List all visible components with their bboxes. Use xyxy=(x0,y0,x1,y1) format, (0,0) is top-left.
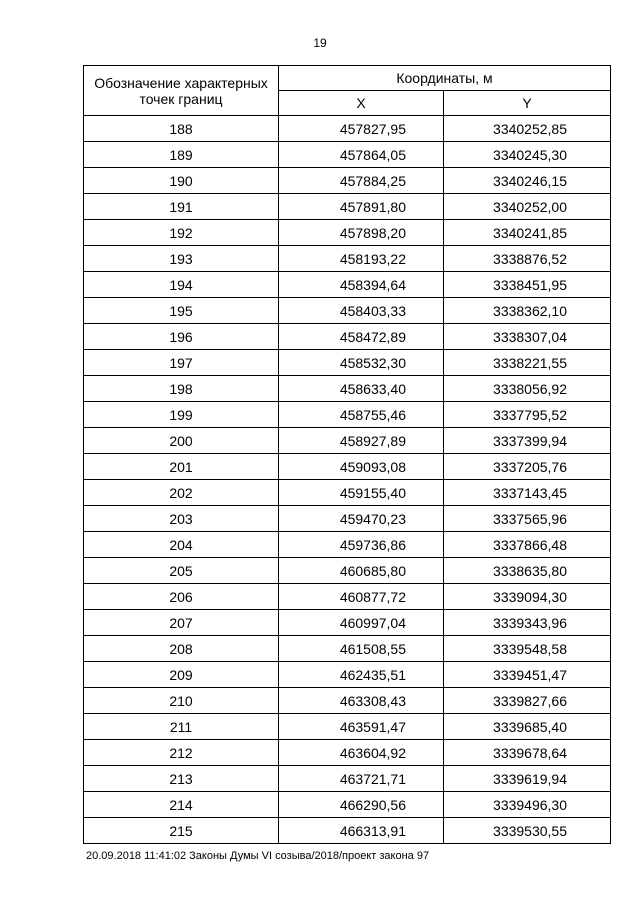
table-row xyxy=(84,584,611,610)
cell-point: 204 xyxy=(84,532,279,558)
page-number: 19 xyxy=(313,36,327,50)
cell-point: 197 xyxy=(84,350,279,376)
cell-x: 460877,72 xyxy=(279,584,444,610)
table-row xyxy=(84,792,611,818)
cell-x: 463591,47 xyxy=(279,714,444,740)
cell-x: 462435,51 xyxy=(279,662,444,688)
cell-point: 212 xyxy=(84,740,279,766)
cell-point: 205 xyxy=(84,558,279,584)
cell-x: 460685,80 xyxy=(279,558,444,584)
cell-x: 457898,20 xyxy=(279,220,444,246)
table-row xyxy=(84,246,611,272)
cell-point: 189 xyxy=(84,142,279,168)
cell-x: 463308,43 xyxy=(279,688,444,714)
cell-point: 196 xyxy=(84,324,279,350)
cell-x: 466290,56 xyxy=(279,792,444,818)
cell-x: 459736,86 xyxy=(279,532,444,558)
cell-y: 3339685,40 xyxy=(444,714,611,740)
table-row xyxy=(84,506,611,532)
cell-point: 193 xyxy=(84,246,279,272)
cell-point: 215 xyxy=(84,818,279,844)
footer-stamp: 20.09.2018 11:41:02 Законы Думы VI созыва/2018/проект закона 97 xyxy=(86,850,430,862)
cell-y: 3338876,52 xyxy=(444,246,611,272)
cell-y: 3339827,66 xyxy=(444,688,611,714)
cell-x: 460997,04 xyxy=(279,610,444,636)
cell-point: 195 xyxy=(84,298,279,324)
cell-y: 3340241,85 xyxy=(444,220,611,246)
table-row xyxy=(84,116,611,142)
cell-x: 457891,80 xyxy=(279,194,444,220)
cell-x: 459155,40 xyxy=(279,480,444,506)
cell-point: 213 xyxy=(84,766,279,792)
cell-x: 463721,71 xyxy=(279,766,444,792)
table-row xyxy=(84,324,611,350)
table-row xyxy=(84,376,611,402)
cell-x: 463604,92 xyxy=(279,740,444,766)
cell-point: 194 xyxy=(84,272,279,298)
cell-point: 210 xyxy=(84,688,279,714)
cell-y: 3339548,58 xyxy=(444,636,611,662)
cell-y: 3337205,76 xyxy=(444,454,611,480)
cell-y: 3339619,94 xyxy=(444,766,611,792)
cell-x: 458532,30 xyxy=(279,350,444,376)
table-row xyxy=(84,818,611,844)
cell-y: 3339530,55 xyxy=(444,818,611,844)
cell-point: 214 xyxy=(84,792,279,818)
cell-y: 3338635,80 xyxy=(444,558,611,584)
cell-point: 192 xyxy=(84,220,279,246)
table-row xyxy=(84,714,611,740)
cell-x: 458755,46 xyxy=(279,402,444,428)
cell-x: 458927,89 xyxy=(279,428,444,454)
cell-point: 209 xyxy=(84,662,279,688)
cell-y: 3339678,64 xyxy=(444,740,611,766)
table-row xyxy=(84,220,611,246)
table-row xyxy=(84,610,611,636)
cell-point: 190 xyxy=(84,168,279,194)
cell-x: 459470,23 xyxy=(279,506,444,532)
cell-point: 211 xyxy=(84,714,279,740)
cell-y: 3338221,55 xyxy=(444,350,611,376)
cell-x: 458394,64 xyxy=(279,272,444,298)
cell-x: 457827,95 xyxy=(279,116,444,142)
table-row xyxy=(84,142,611,168)
table-row xyxy=(84,766,611,792)
cell-y: 3339496,30 xyxy=(444,792,611,818)
cell-x: 461508,55 xyxy=(279,636,444,662)
cell-y: 3338307,04 xyxy=(444,324,611,350)
table-row xyxy=(84,688,611,714)
cell-point: 199 xyxy=(84,402,279,428)
cell-y: 3337143,45 xyxy=(444,480,611,506)
cell-point: 198 xyxy=(84,376,279,402)
cell-point: 207 xyxy=(84,610,279,636)
cell-point: 200 xyxy=(84,428,279,454)
cell-point: 208 xyxy=(84,636,279,662)
cell-x: 459093,08 xyxy=(279,454,444,480)
table-row xyxy=(84,558,611,584)
cell-y: 3340246,15 xyxy=(444,168,611,194)
cell-y: 3340252,00 xyxy=(444,194,611,220)
table-body xyxy=(84,116,611,844)
cell-y: 3338451,95 xyxy=(444,272,611,298)
cell-y: 3339343,96 xyxy=(444,610,611,636)
header-point-designation: Обозначение характерных точек границ xyxy=(84,66,279,116)
cell-point: 206 xyxy=(84,584,279,610)
table-row xyxy=(84,402,611,428)
cell-y: 3338056,92 xyxy=(444,376,611,402)
table-row xyxy=(84,428,611,454)
cell-x: 458193,22 xyxy=(279,246,444,272)
cell-y: 3340245,30 xyxy=(444,142,611,168)
header-coordinates: Координаты, м xyxy=(279,66,611,91)
cell-x: 458472,89 xyxy=(279,324,444,350)
cell-y: 3337866,48 xyxy=(444,532,611,558)
cell-y: 3337795,52 xyxy=(444,402,611,428)
cell-x: 457884,25 xyxy=(279,168,444,194)
cell-point: 203 xyxy=(84,506,279,532)
table-row xyxy=(84,636,611,662)
table-row xyxy=(84,532,611,558)
table-row xyxy=(84,480,611,506)
cell-x: 457864,05 xyxy=(279,142,444,168)
cell-point: 188 xyxy=(84,116,279,142)
cell-y: 3339094,30 xyxy=(444,584,611,610)
cell-point: 201 xyxy=(84,454,279,480)
cell-y: 3340252,85 xyxy=(444,116,611,142)
cell-point: 202 xyxy=(84,480,279,506)
cell-y: 3338362,10 xyxy=(444,298,611,324)
cell-point: 191 xyxy=(84,194,279,220)
cell-y: 3337399,94 xyxy=(444,428,611,454)
table-row xyxy=(84,350,611,376)
table-row xyxy=(84,298,611,324)
table-row xyxy=(84,662,611,688)
header-y: Y xyxy=(444,91,611,116)
header-x: X xyxy=(279,91,444,116)
table-row xyxy=(84,272,611,298)
table-row xyxy=(84,194,611,220)
table-row xyxy=(84,454,611,480)
table-row xyxy=(84,740,611,766)
cell-x: 458403,33 xyxy=(279,298,444,324)
cell-x: 466313,91 xyxy=(279,818,444,844)
cell-x: 458633,40 xyxy=(279,376,444,402)
coordinates-table xyxy=(83,65,611,844)
table-row xyxy=(84,168,611,194)
cell-y: 3337565,96 xyxy=(444,506,611,532)
cell-y: 3339451,47 xyxy=(444,662,611,688)
